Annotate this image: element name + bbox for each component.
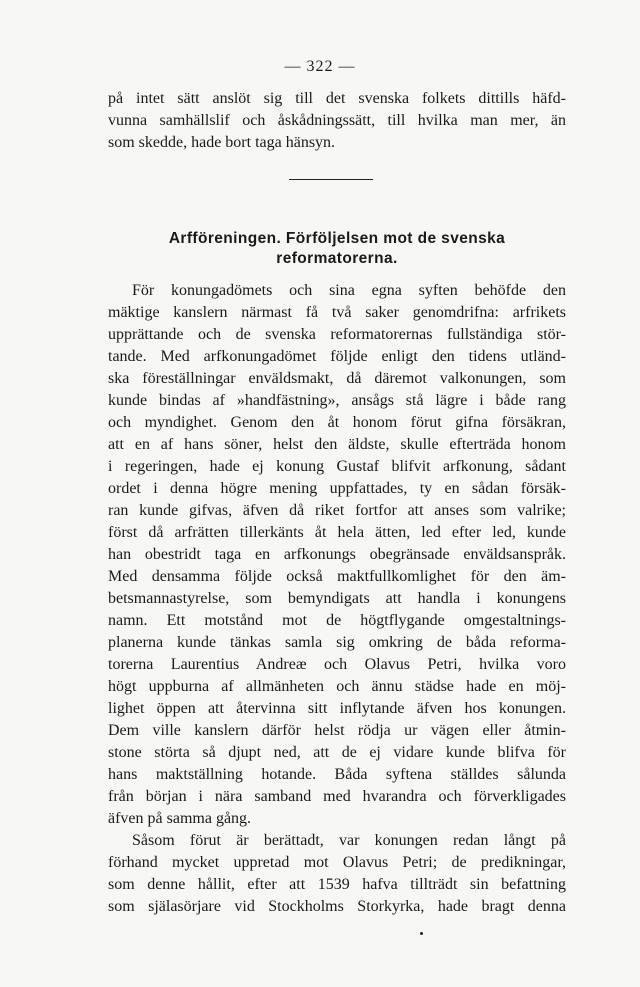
section-heading bbox=[108, 229, 566, 269]
text-line: tande. Med arfkonungadömet följde enligt den tidens utländ- bbox=[108, 348, 566, 365]
text-line: För konungadömets och sina egna syften behöfde den bbox=[132, 282, 566, 299]
text-line: Såsom förut är berättadt, var konungen redan långt på bbox=[132, 832, 566, 849]
ink-speck bbox=[420, 932, 423, 935]
text-line: planerna kunde tänkas samla sig omkring de båda reforma- bbox=[108, 634, 566, 651]
text-line: Dem ville kanslern därför helst rödja ur vägen eller åtmin- bbox=[108, 722, 566, 739]
text-line: mäktige kanslern närmast få två saker genomdrifna: arfrikets bbox=[108, 304, 566, 321]
text-line: ran kunde gifvas, äfven då riket fortfor att anses som valrike; bbox=[108, 502, 566, 519]
text-line: Med densamma följde också maktfullkomlighet för den äm- bbox=[108, 568, 566, 585]
text-line: namn. Ett motstånd mot de högtflygande omgestaltnings- bbox=[108, 612, 566, 629]
text-line: i regeringen, hade ej konung Gustaf blifvit arfkonung, sådant bbox=[108, 458, 566, 475]
text-line: äfven på samma gång. bbox=[108, 810, 252, 827]
intro-paragraph bbox=[108, 88, 566, 154]
text-line: högt uppburna af allmänheten och ännu städse hade en möj- bbox=[108, 678, 566, 695]
text-line: ordet i denna högre mening uppfattades, ty en sådan försäk- bbox=[108, 480, 566, 497]
text-line: som själasörjare vid Stockholms Storkyrka, hade bragt denna bbox=[108, 898, 566, 915]
text-line: stone störta så djupt ned, att de ej vidare kunde blifva för bbox=[108, 744, 566, 761]
text-line: förhand mycket uppretad mot Olavus Petri; de predikningar, bbox=[108, 854, 566, 871]
text-line: vunna samhällslif och åskådningssätt, till hvilka man mer, än bbox=[108, 112, 566, 129]
section-divider bbox=[289, 179, 373, 180]
text-line: och myndighet. Genom den åt honom förut gifna försäkran, bbox=[108, 414, 566, 431]
text-line: som skedde, hade bort taga hänsyn. bbox=[108, 134, 336, 151]
heading-line: Arfföreningen. Förföljelsen mot de svenska bbox=[168, 230, 506, 247]
text-line: upprättande och de svenska reformatorernas fullständiga stör- bbox=[108, 326, 566, 343]
text-line: att en af hans söner, helst den äldste, skulle efterträda honom bbox=[108, 436, 566, 453]
page-number: — 322 — bbox=[284, 58, 356, 75]
body-text bbox=[108, 280, 566, 918]
text-line: som denne hållit, efter att 1539 hafva tillträdt sin befattning bbox=[108, 876, 566, 893]
text-line: betsmannastyrelse, som bemyndigats att handla i konungens bbox=[108, 590, 566, 607]
text-line: kunde bindas af »handfästning», ansågs stå lägre i både rang bbox=[108, 392, 566, 409]
text-line: ska föreställningar enväldsmakt, då däremot valkonungen, som bbox=[108, 370, 566, 387]
text-line: torerna Laurentius Andreæ och Olavus Petri, hvilka voro bbox=[108, 656, 566, 673]
text-line: från början i nära samband med hvarandra och förverkligades bbox=[108, 788, 566, 805]
text-line: på intet sätt anslöt sig till det svenska folkets dittills häfd- bbox=[108, 90, 566, 107]
text-line: han obestridt taga en arfkonungs obegränsade enväldsanspråk. bbox=[108, 546, 566, 563]
text-line: lighet öppen att återvinna sitt inflytande äfven hos konungen. bbox=[108, 700, 566, 717]
text-line: hans maktställning hotande. Båda syftena ställdes sålunda bbox=[108, 766, 566, 783]
text-line: först då arfrätten tillerkänts åt hela ätten, led efter led, kunde bbox=[108, 524, 566, 541]
heading-line: reformatorerna. bbox=[276, 250, 398, 267]
